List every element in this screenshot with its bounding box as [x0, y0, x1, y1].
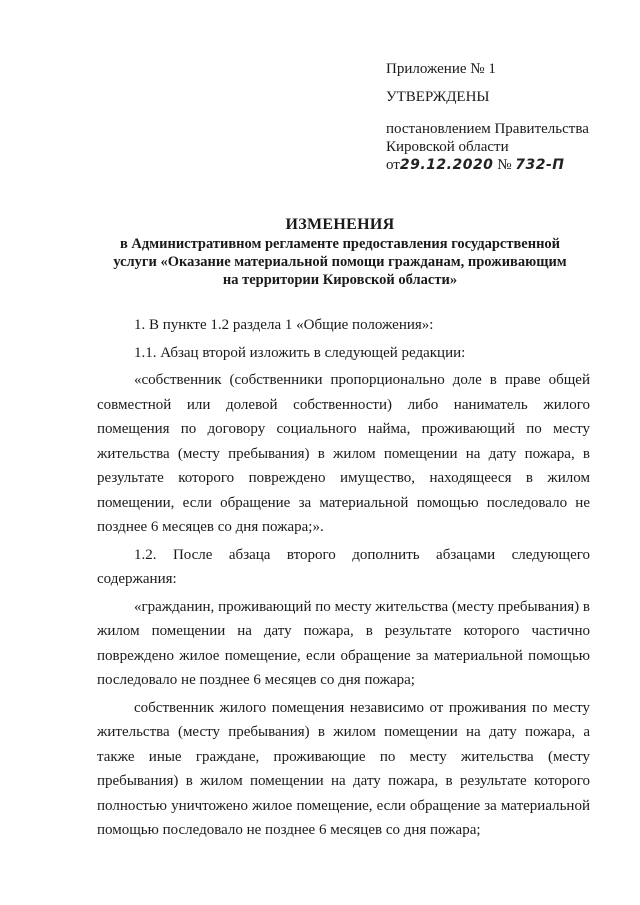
paragraph-quote-owner: «собственник (собственники пропорционально доле в праве общей совместной или долевой собственности) либо наниматель жилого помещения по договору социального найма, проживающий по месту жительства (месту пребывания) в жилом помещении на дату пожара, в результате которого повреждено имущество, находящееся в жилом помещении, если обращение за материальной помощью последовало не позднее 6 месяцев со дня пожара;». — [97, 372, 590, 535]
resolution-line-2: Кировской области — [386, 139, 509, 155]
paragraph-1-1: 1.1. Абзац второй изложить в следующей редакции: — [134, 344, 466, 361]
approved-label: УТВЕРЖДЕНЫ — [386, 89, 490, 105]
paragraph-owner-destroyed: собственник жилого помещения независимо от проживания по месту жительства (месту пребывания) в жилом помещении на дату пожара, а также иные граждане, проживающие по месту жительства (месту пребывания) в жилом помещении на дату пожара, в результате которого полностью уничтожено жилое помещение, если обращение за материальной помощью последовало не позднее 6 месяцев со дня пожара; — [97, 699, 590, 838]
resolution-date-line — [386, 156, 626, 174]
paragraph-1: 1. В пункте 1.2 раздела 1 «Общие положения»: — [134, 317, 434, 333]
paragraph-1-2: 1.2. После абзаца второго дополнить абзацами следующего содержания: — [97, 546, 590, 587]
document-title — [80, 215, 600, 289]
title-subtitle-line-1: в Административном регламенте предоставления государственной — [119, 236, 561, 252]
title-subtitle-line-2: услуги «Оказание материальной помощи гражданам, проживающим — [113, 254, 567, 270]
handwritten-number: 732-П — [515, 157, 565, 173]
title-heading: ИЗМЕНЕНИЯ — [285, 216, 395, 233]
handwritten-date: 29.12.2020 — [399, 157, 494, 173]
title-subtitle-line-3: на территории Кировской области» — [222, 272, 458, 288]
paragraph-quote-citizen: «гражданин, проживающий по месту жительства (месту пребывания) в жилом помещении на дату пожара, в результате которого частично повреждено жилое помещение, если обращение за материальной помощью последовало не позднее 6 месяцев со дня пожара; — [97, 598, 590, 688]
number-sign: № — [497, 157, 512, 173]
date-prefix: от — [386, 157, 400, 173]
appendix-label: Приложение № 1 — [386, 61, 496, 77]
resolution-line-1: постановлением Правительства — [386, 121, 589, 137]
approval-block — [386, 60, 626, 174]
document-body — [97, 313, 590, 843]
